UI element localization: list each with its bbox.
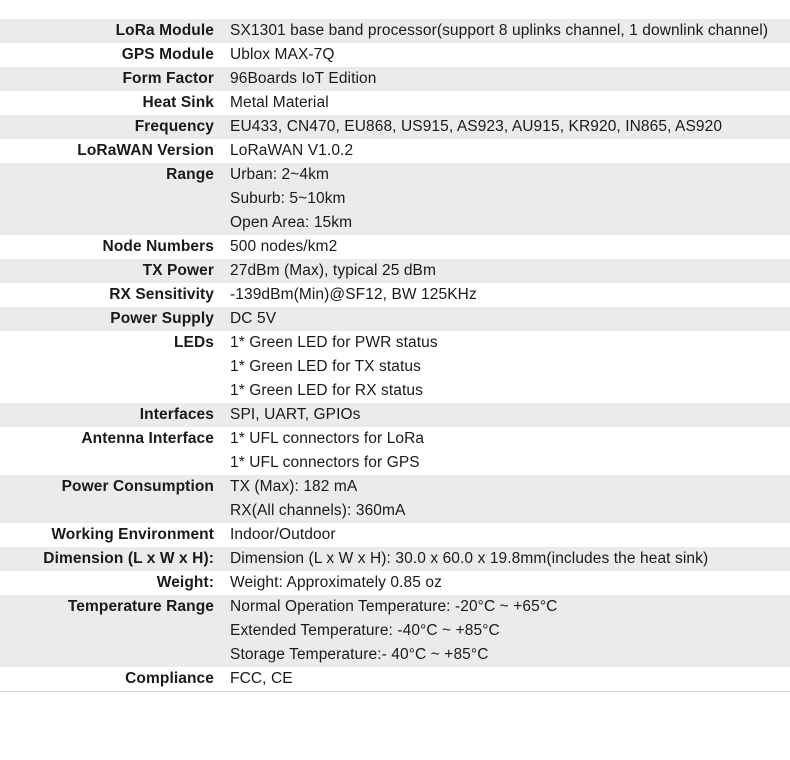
spec-label: LEDs [173, 334, 214, 351]
spec-values [216, 595, 790, 667]
spec-values [216, 427, 790, 475]
spec-row [0, 403, 790, 427]
spec-label: Node Numbers [102, 238, 214, 255]
spec-row [0, 235, 790, 259]
spec-values [216, 475, 790, 523]
spec-row [0, 43, 790, 67]
spec-values [216, 91, 790, 115]
spec-label: Power Consumption [61, 478, 214, 495]
spec-row [0, 67, 790, 91]
spec-value: RX(All channels): 360mA [230, 502, 406, 519]
spec-value: SPI, UART, GPIOs [230, 406, 361, 423]
spec-value: -139dBm(Min)@SF12, BW 125KHz [230, 286, 477, 303]
spec-value: Storage Temperature:- 40°C ~ +85°C [230, 646, 489, 663]
spec-row [0, 547, 790, 571]
spec-label: Form Factor [122, 70, 214, 87]
spec-values [216, 67, 790, 91]
spec-row [0, 667, 790, 691]
spec-value: 1* UFL connectors for LoRa [230, 430, 425, 447]
spec-values [216, 163, 790, 235]
spec-row [0, 163, 790, 235]
spec-value: Indoor/Outdoor [230, 526, 336, 543]
spec-values [216, 667, 790, 691]
spec-values [216, 259, 790, 283]
spec-value: LoRaWAN V1.0.2 [230, 142, 354, 159]
spec-row [0, 595, 790, 667]
spec-value: Open Area: 15km [230, 214, 353, 231]
spec-row [0, 115, 790, 139]
spec-value: Dimension (L x W x H): 30.0 x 60.0 x 19.8mm(includes the heat sink) [230, 550, 709, 567]
spec-values [216, 235, 790, 259]
spec-value: SX1301 base band processor(support 8 uplinks channel, 1 downlink channel) [230, 22, 769, 39]
spec-row [0, 283, 790, 307]
spec-label: Working Environment [51, 526, 214, 543]
spec-row [0, 523, 790, 547]
spec-values [216, 307, 790, 331]
spec-label: LoRaWAN Version [77, 142, 214, 159]
spec-value: TX (Max): 182 mA [230, 478, 358, 495]
spec-label: RX Sensitivity [109, 286, 214, 303]
spec-values [216, 331, 790, 403]
spec-values [216, 547, 790, 571]
spec-label: TX Power [142, 262, 214, 279]
spec-value: 1* Green LED for RX status [230, 382, 423, 399]
spec-values [216, 283, 790, 307]
spec-value: 1* Green LED for TX status [230, 358, 421, 375]
spec-values [216, 19, 790, 43]
spec-value: 1* UFL connectors for GPS [230, 454, 420, 471]
spec-values [216, 523, 790, 547]
spec-value: Ublox MAX-7Q [230, 46, 335, 63]
spec-label: Range [166, 166, 214, 183]
spec-row [0, 307, 790, 331]
spec-label: Frequency [134, 118, 214, 135]
spec-values [216, 43, 790, 67]
spec-table [0, 19, 790, 692]
spec-values [216, 403, 790, 427]
spec-value: Extended Temperature: -40°C ~ +85°C [230, 622, 500, 639]
spec-value: 96Boards IoT Edition [230, 70, 377, 87]
spec-label: LoRa Module [115, 22, 214, 39]
spec-value: DC 5V [230, 310, 277, 327]
spec-label: Interfaces [139, 406, 214, 423]
spec-row [0, 19, 790, 43]
spec-value: FCC, CE [230, 670, 293, 687]
spec-value: 27dBm (Max), typical 25 dBm [230, 262, 436, 279]
spec-row [0, 427, 790, 475]
spec-label: GPS Module [121, 46, 214, 63]
spec-row [0, 331, 790, 403]
spec-row [0, 139, 790, 163]
spec-value: EU433, CN470, EU868, US915, AS923, AU915, KR920, IN865, AS920 [230, 118, 723, 135]
spec-label: Antenna Interface [81, 430, 214, 447]
spec-value: Suburb: 5~10km [230, 190, 346, 207]
spec-values [216, 139, 790, 163]
spec-value: 1* Green LED for PWR status [230, 334, 438, 351]
spec-value: Urban: 2~4km [230, 166, 329, 183]
spec-row [0, 571, 790, 595]
spec-label: Temperature Range [67, 598, 214, 615]
spec-row [0, 91, 790, 115]
spec-label: Heat Sink [142, 94, 214, 111]
spec-value: Metal Material [230, 94, 329, 111]
spec-values [216, 571, 790, 595]
spec-label: Weight: [156, 574, 214, 591]
spec-value: Normal Operation Temperature: -20°C ~ +65°C [230, 598, 558, 615]
spec-label: Dimension (L x W x H): [43, 550, 214, 567]
spec-label: Compliance [125, 670, 214, 687]
spec-label: Power Supply [110, 310, 214, 327]
spec-value: Weight: Approximately 0.85 oz [230, 574, 442, 591]
spec-row [0, 475, 790, 523]
spec-values [216, 115, 790, 139]
spec-value: 500 nodes/km2 [230, 238, 338, 255]
spec-row [0, 259, 790, 283]
